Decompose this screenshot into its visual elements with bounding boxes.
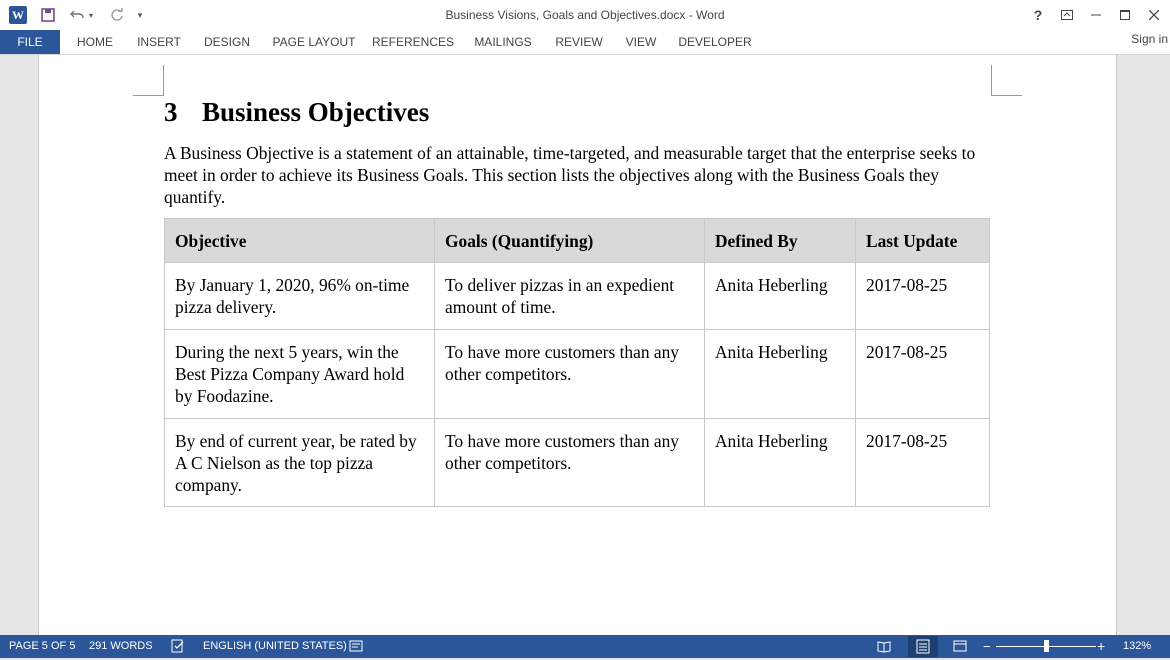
- crop-mark-top-left: [133, 65, 164, 96]
- document-area[interactable]: [0, 55, 1170, 635]
- column-header-last-update: Last Update: [856, 219, 990, 263]
- tab-developer[interactable]: DEVELOPER: [678, 35, 752, 49]
- cell-last-update: 2017-08-25: [856, 263, 990, 330]
- tab-insert[interactable]: INSERT: [137, 35, 181, 49]
- language-indicator[interactable]: ENGLISH (UNITED STATES): [203, 640, 347, 652]
- column-header-objective: Objective: [165, 219, 435, 263]
- cell-defined-by: Anita Heberling: [705, 419, 856, 507]
- macro-recording-icon[interactable]: [349, 639, 363, 653]
- cell-objective: By end of current year, be rated by A C Nielson as the top pizza company.: [165, 419, 435, 507]
- tab-review[interactable]: REVIEW: [555, 35, 603, 49]
- cell-defined-by: Anita Heberling: [705, 263, 856, 330]
- crop-mark-top-right: [991, 65, 1022, 96]
- cell-goals: To have more customers than any other competitors.: [435, 419, 705, 507]
- help-button[interactable]: ?: [1033, 7, 1043, 23]
- heading-number: 3: [164, 97, 178, 127]
- customize-quick-access-icon[interactable]: ▾: [137, 9, 143, 20]
- heading-text: Business Objectives: [202, 97, 430, 127]
- word-count[interactable]: 291 WORDS: [89, 640, 153, 652]
- cell-goals: To have more customers than any other competitors.: [435, 330, 705, 419]
- cell-goals: To deliver pizzas in an expedient amount of time.: [435, 263, 705, 330]
- column-header-goals: Goals (Quantifying): [435, 219, 705, 263]
- tab-references[interactable]: REFERENCES: [372, 35, 455, 49]
- ribbon-display-options-icon[interactable]: [1053, 4, 1081, 26]
- word-logo-icon[interactable]: W: [8, 5, 28, 25]
- minimize-icon[interactable]: [1082, 4, 1110, 26]
- cell-objective: By January 1, 2020, 96% on-time pizza delivery.: [165, 263, 435, 330]
- table-row: [165, 330, 990, 419]
- status-bar: [0, 635, 1170, 658]
- proofing-icon[interactable]: [171, 639, 185, 653]
- undo-dropdown-icon[interactable]: ▾: [88, 10, 93, 20]
- table-row: [165, 419, 990, 507]
- column-header-defined-by: Defined By: [705, 219, 856, 263]
- tab-page-layout[interactable]: PAGE LAYOUT: [272, 35, 356, 49]
- section-heading: [164, 97, 429, 128]
- tab-view[interactable]: VIEW: [625, 35, 657, 49]
- print-layout-icon[interactable]: [908, 636, 938, 657]
- zoom-level[interactable]: 132%: [1123, 640, 1152, 652]
- page-count[interactable]: PAGE 5 OF 5: [9, 640, 76, 652]
- tab-home[interactable]: HOME: [77, 35, 113, 49]
- cell-defined-by: Anita Heberling: [705, 330, 856, 419]
- web-layout-icon[interactable]: [953, 639, 967, 653]
- sign-in-link[interactable]: Sign in: [1131, 32, 1168, 46]
- ribbon-tabs: [0, 30, 1170, 55]
- cell-objective: During the next 5 years, win the Best Pizza Company Award hold by Foodazine.: [165, 330, 435, 419]
- tab-file[interactable]: FILE: [0, 30, 60, 54]
- document-page[interactable]: [38, 55, 1117, 635]
- table-header-row: [165, 219, 990, 263]
- cell-last-update: 2017-08-25: [856, 419, 990, 507]
- close-icon[interactable]: [1140, 4, 1168, 26]
- window-title: Business Visions, Goals and Objectives.docx - Word: [445, 8, 725, 22]
- read-mode-icon[interactable]: [877, 639, 891, 653]
- table-row: [165, 263, 990, 330]
- maximize-icon[interactable]: [1111, 4, 1139, 26]
- objectives-table: [164, 218, 990, 507]
- zoom-out-button[interactable]: −: [983, 639, 991, 654]
- zoom-in-button[interactable]: +: [1097, 638, 1106, 654]
- tab-design[interactable]: DESIGN: [203, 35, 250, 49]
- cell-last-update: 2017-08-25: [856, 330, 990, 419]
- title-bar: [0, 0, 1170, 30]
- tab-mailings[interactable]: MAILINGS: [474, 35, 532, 49]
- intro-paragraph: A Business Objective is a statement of an attainable, time-targeted, and measurable target that the enterprise seeks to meet in order to achieve its Business Goals. This section lists the objectives along with the Business Goals they quantify.: [164, 143, 976, 207]
- zoom-slider-thumb[interactable]: [1044, 640, 1049, 652]
